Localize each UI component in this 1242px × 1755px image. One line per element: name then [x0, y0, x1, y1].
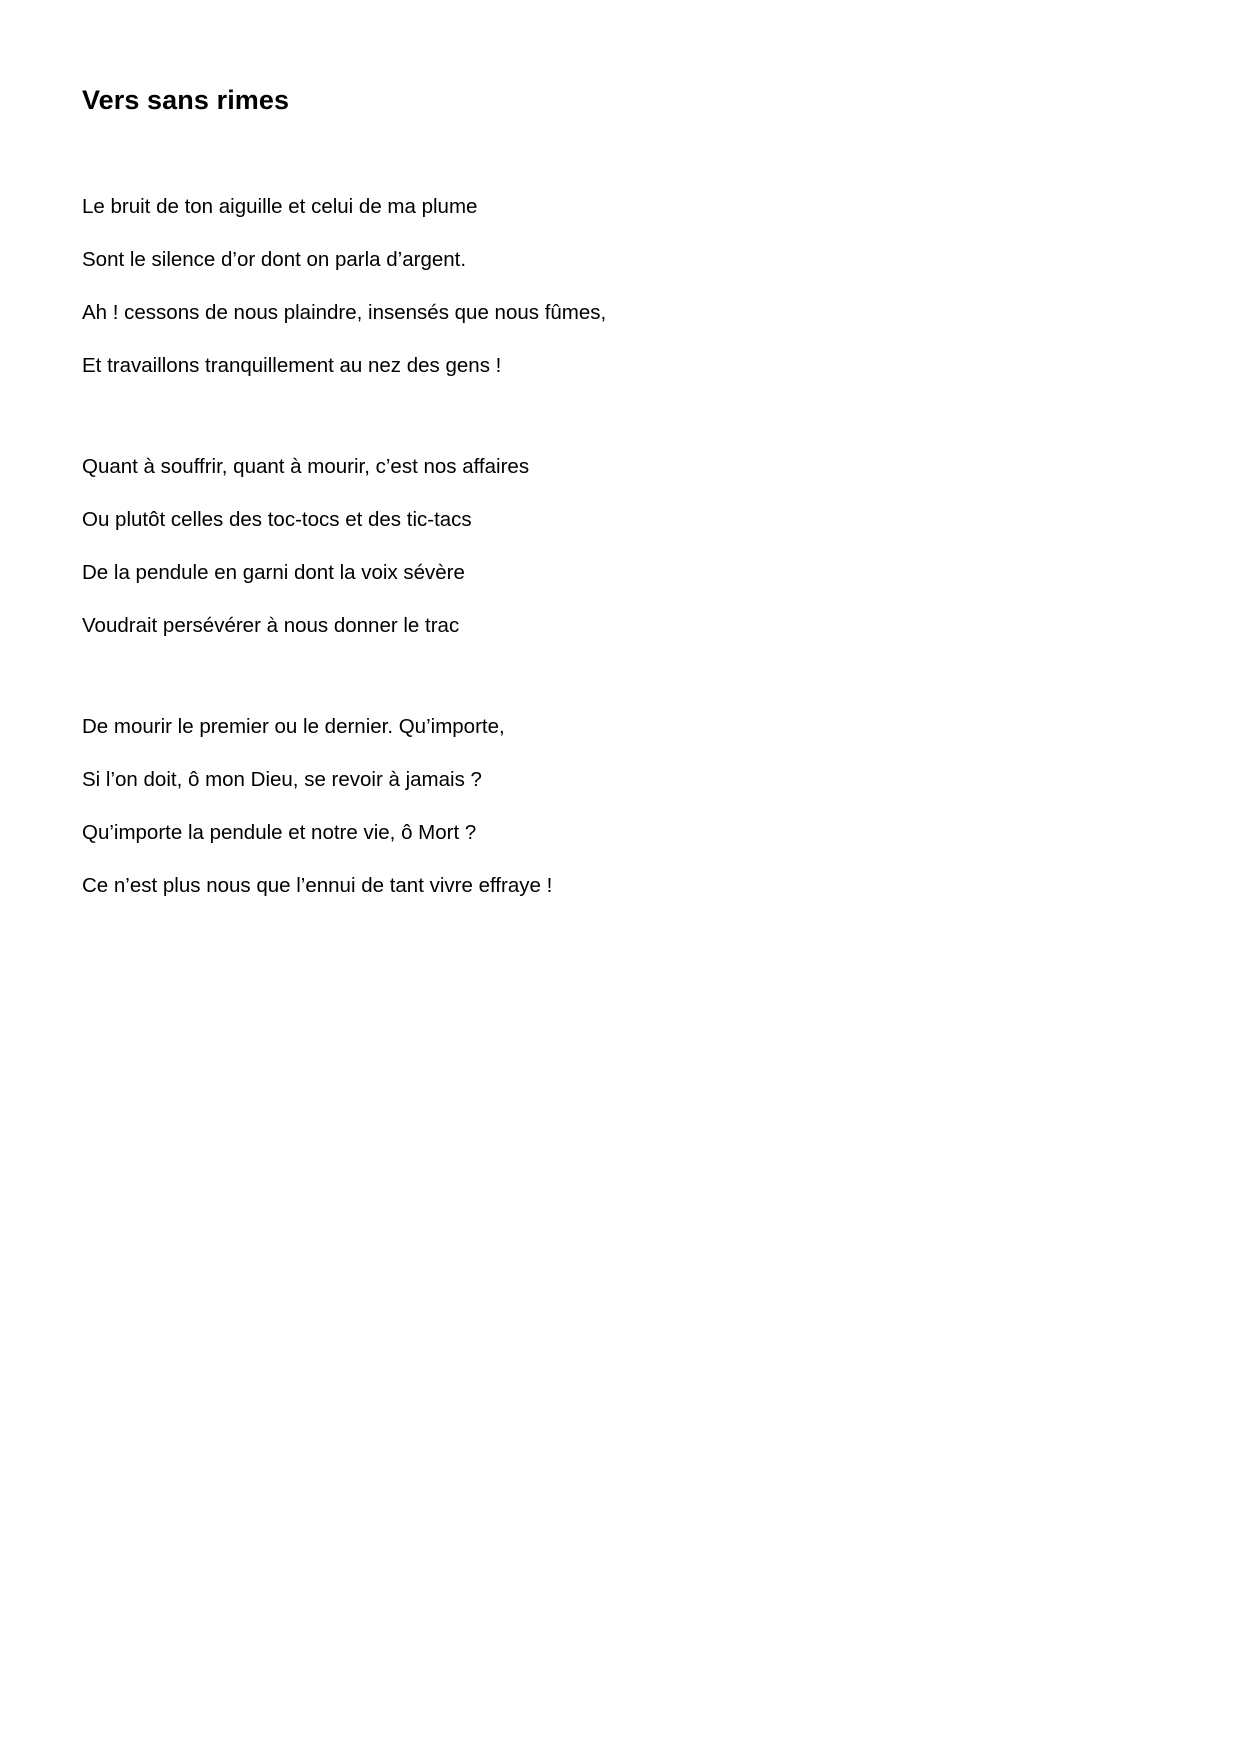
- verse-line: Voudrait persévérer à nous donner le trac: [82, 614, 460, 637]
- verse-line: Quant à souffrir, quant à mourir, c’est nos affaires: [82, 455, 530, 478]
- verse-line: De mourir le premier ou le dernier. Qu’importe,: [82, 715, 505, 738]
- verse-line: Ou plutôt celles des toc-tocs et des tic-tacs: [82, 508, 472, 531]
- verse-line: Et travaillons tranquillement au nez des gens !: [82, 354, 502, 377]
- verse-line: Ce n’est plus nous que l’ennui de tant vivre effraye !: [82, 874, 553, 897]
- verse-line: Qu’importe la pendule et notre vie, ô Mort ?: [82, 821, 477, 844]
- stanza-3: [82, 710, 552, 922]
- verse-line: Sont le silence d’or dont on parla d’argent.: [82, 248, 467, 271]
- stanza-2: [82, 450, 529, 662]
- verse-line: Le bruit de ton aiguille et celui de ma plume: [82, 195, 478, 218]
- stanza-1: [82, 190, 606, 402]
- verse-line: De la pendule en garni dont la voix sévère: [82, 561, 465, 584]
- verse-line: Si l’on doit, ô mon Dieu, se revoir à jamais ?: [82, 768, 482, 791]
- poem-title: Vers sans rimes: [82, 85, 290, 115]
- verse-line: Ah ! cessons de nous plaindre, insensés que nous fûmes,: [82, 301, 607, 324]
